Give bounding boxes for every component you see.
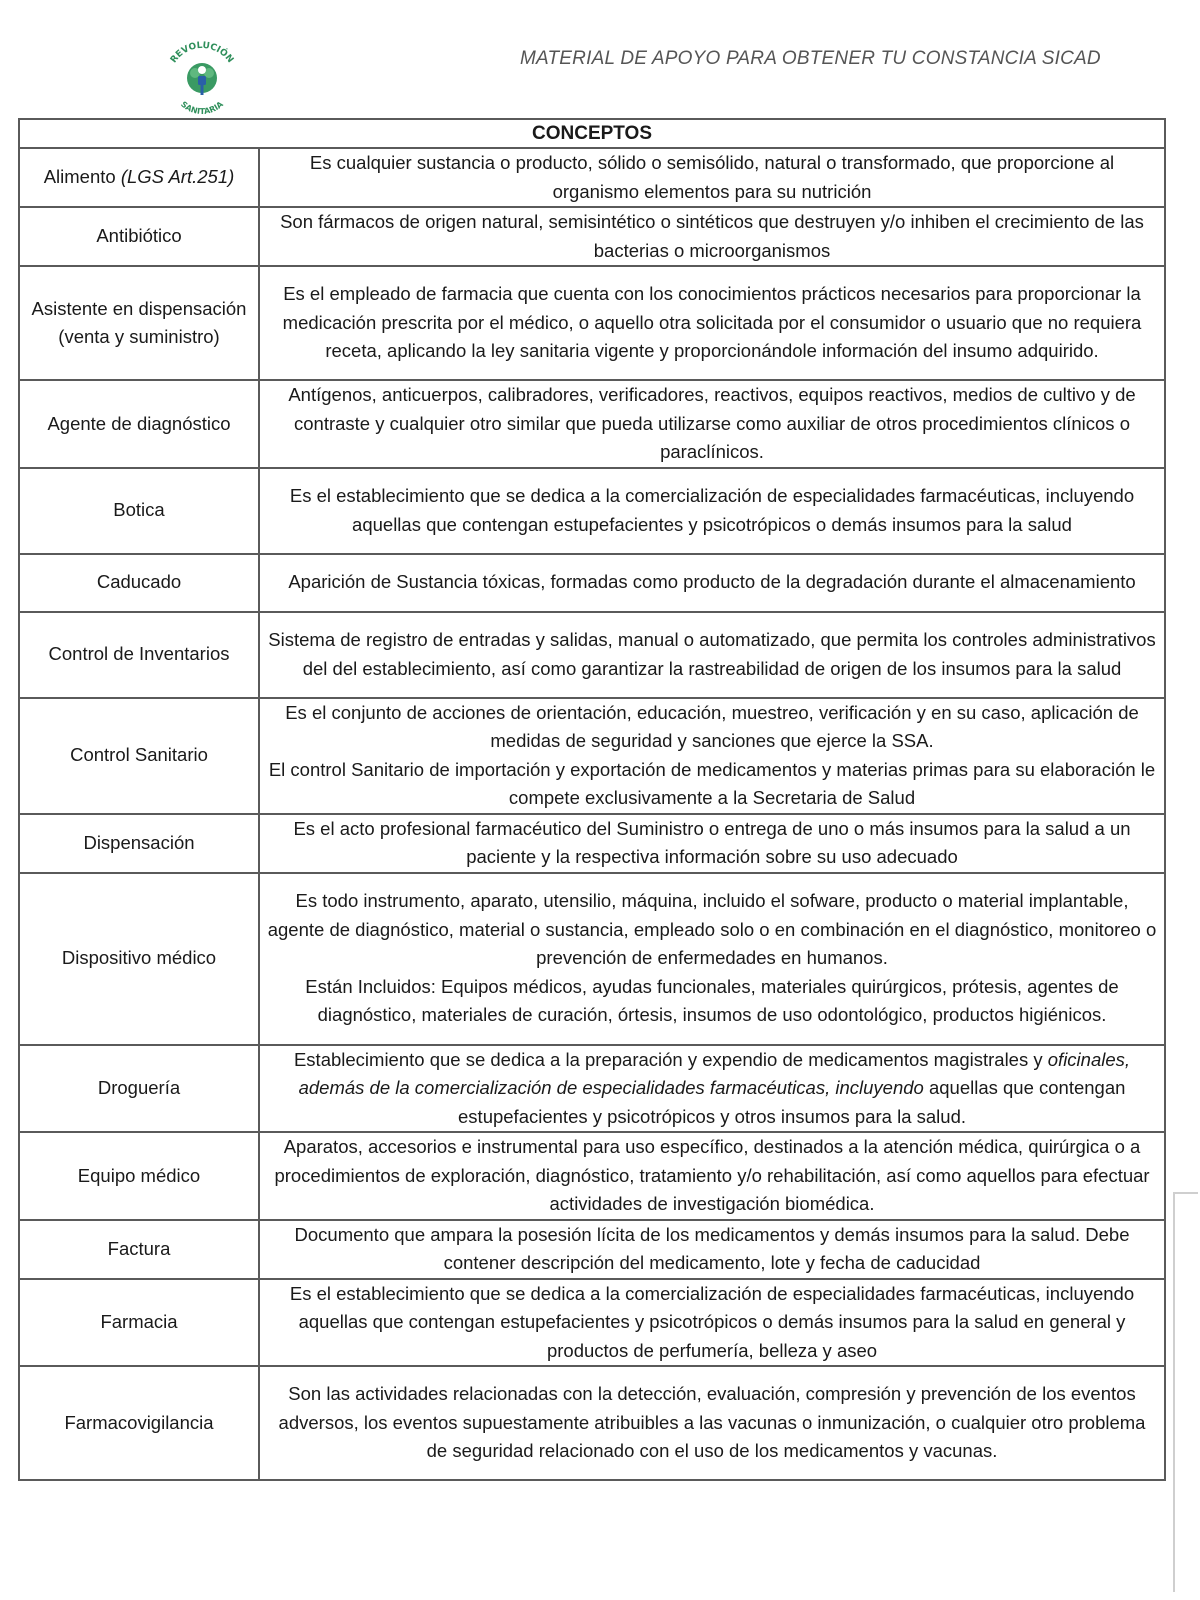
definition-text: Están Incluidos: Equipos médicos, ayudas funcionales, materiales quirúrgicos, prótesis, agentes de diagnóstico, materiales de curación, órtesis, insumos de uso odontológico, productos higiénicos.	[305, 975, 1119, 1026]
term-cell: Asistente en dispensación (venta y suministro)	[19, 266, 259, 380]
term-cell: Control Sanitario	[19, 698, 259, 814]
table-row	[19, 380, 1165, 468]
definition-text: Son las actividades relacionadas con la detección, evaluación, compresión y prevención de los eventos adversos, los eventos supuestamente atribuibles a las vacunas o inmunización, o cualquier otro problema de seguridad relacionado con el uso de los medicamentos y vacunas.	[278, 1383, 1146, 1462]
definition-cell	[259, 1220, 1165, 1279]
table-row	[19, 554, 1165, 612]
term-cell: Control de Inventarios	[19, 612, 259, 698]
definition-text-italic: oficinales, además de la comercialización de especialidades farmacéuticas, incluyendo	[298, 1048, 1131, 1098]
svg-text:REVOLUCIÓN: REVOLUCIÓN	[168, 40, 236, 66]
table-row	[19, 148, 1165, 207]
definition-cell	[259, 468, 1165, 554]
definition-text-end: aquellas que contengan estupefacientes y psicotrópicos y otros insumos para la salud.	[458, 1077, 1126, 1127]
definition-cell	[259, 1279, 1165, 1367]
definition-cell	[259, 266, 1165, 380]
definition-text: Es el conjunto de acciones de orientación, educación, muestreo, verificación y en su caso, aplicación de medidas de seguridad y sanciones que ejerce la SSA.	[285, 701, 1139, 751]
scan-edge-tick	[1173, 1192, 1198, 1194]
term-cell: Caducado	[19, 554, 259, 612]
table-row	[19, 873, 1165, 1045]
table-header-row	[19, 119, 1165, 148]
table-row	[19, 698, 1165, 814]
table-row	[19, 1045, 1165, 1133]
definition-cell	[259, 612, 1165, 698]
term-cell: Agente de diagnóstico	[19, 380, 259, 468]
definition-cell	[259, 1366, 1165, 1480]
definition-text: Antígenos, anticuerpos, calibradores, verificadores, reactivos, equipos reactivos, medios de cultivo y de contraste y cualquier otro similar que pueda utilizarse como auxiliar de otros procedimientos clínicos o paraclínicos.	[288, 384, 1136, 462]
term-cell: Equipo médico	[19, 1132, 259, 1220]
table-row	[19, 1366, 1165, 1480]
term-cell: Dispositivo médico	[19, 873, 259, 1045]
definition-text: Sistema de registro de entradas y salidas, manual o automatizado, que permita los controles administrativos del del establecimiento, así como garantizar la rastreabilidad de origen de los insumos para la salud	[268, 629, 1156, 679]
definition-text: Documento que ampara la posesión lícita de los medicamentos y demás insumos para la salud. Debe contener descripción del medicamento, lote y fecha de caducidad	[294, 1223, 1130, 1273]
revolucion-sanitaria-logo	[162, 40, 242, 120]
definition-cell	[259, 814, 1165, 873]
term-note: (LGS Art.251)	[120, 166, 235, 188]
definition-cell	[259, 207, 1165, 266]
definition-cell	[259, 873, 1165, 1045]
table-row	[19, 814, 1165, 873]
concepts-table	[18, 118, 1166, 1481]
definition-text: Es cualquier sustancia o producto, sólido o semisólido, natural o transformado, que proporcione al organismo elementos para su nutrición	[309, 152, 1115, 202]
definition-text: Es todo instrumento, aparato, utensilio, máquina, incluido el sofware, producto o material implantable, agente de diagnóstico, material o sustancia, empleado solo o en combinación en el diagnóstico, monitoreo o prevención de enfermedades en humanos.	[267, 890, 1157, 969]
svg-text:SANITARIA: SANITARIA	[179, 99, 225, 117]
definition-text: Aparatos, accesorios e instrumental para uso específico, destinados a la atención médica, quirúrgica o a procedimientos de exploración, diagnóstico, tratamiento y/o rehabilitación, así como aquellos para efectuar actividades de investigación biomédica.	[274, 1136, 1150, 1214]
definition-cell	[259, 380, 1165, 468]
term-cell: Factura	[19, 1220, 259, 1279]
document-header-title: MATERIAL DE APOYO PARA OBTENER TU CONSTANCIA SICAD	[520, 48, 1101, 69]
definition-text	[266, 1046, 1158, 1132]
term-cell: Droguería	[19, 1045, 259, 1133]
table-row	[19, 207, 1165, 266]
term-cell: Farmacovigilancia	[19, 1366, 259, 1480]
definition-cell	[259, 698, 1165, 814]
definition-text: Es el establecimiento que se dedica a la comercialización de especialidades farmacéuticas, incluyendo aquellas que contengan estupefacientes y psicotrópicos o demás insumos para la salud en general y productos de perfumería, belleza y aseo	[289, 1282, 1135, 1361]
definition-cell	[259, 1045, 1165, 1133]
term-cell	[19, 148, 259, 207]
definition-cell	[259, 554, 1165, 612]
term-cell: Botica	[19, 468, 259, 554]
scan-edge-line	[1173, 1192, 1175, 1592]
definition-cell	[259, 1132, 1165, 1220]
definition-text: Es el empleado de farmacia que cuenta con los conocimientos prácticos necesarios para proporcionar la medicación prescrita por el médico, o aquello otra solicitada por el consumidor o usuario que no requiera receta, aplicando la ley sanitaria vigente y proporcionándole información del insumo adquirido.	[282, 283, 1142, 362]
table-row	[19, 266, 1165, 380]
term-cell: Farmacia	[19, 1279, 259, 1367]
definition-cell	[259, 148, 1165, 207]
definition-text: El control Sanitario de importación y exportación de medicamentos y materias primas para su elaboración le compete exclusivamente a la Secretaria de Salud	[268, 758, 1156, 808]
definition-text: Es el acto profesional farmacéutico del Suministro o entrega de uno o más insumos para la salud a un paciente y la respectiva información sobre su uso adecuado	[293, 817, 1131, 867]
table-heading: CONCEPTOS	[19, 119, 1165, 148]
term-label: Alimento	[43, 166, 116, 188]
term-cell: Antibiótico	[19, 207, 259, 266]
definition-text: Es el establecimiento que se dedica a la comercialización de especialidades farmacéuticas, incluyendo aquellas que contengan estupefacientes y psicotrópicos o demás insumos para la salud	[289, 485, 1135, 535]
table-row	[19, 1220, 1165, 1279]
term-cell: Dispensación	[19, 814, 259, 873]
table-row	[19, 468, 1165, 554]
table-row	[19, 1279, 1165, 1367]
definition-text: Son fármacos de origen natural, semisintético o sintéticos que destruyen y/o inhiben el crecimiento de las bacterias o microorganismos	[280, 211, 1144, 261]
table-row	[19, 1132, 1165, 1220]
table-row	[19, 612, 1165, 698]
definition-text: Aparición de Sustancia tóxicas, formadas como producto de la degradación durante el almacenamiento	[288, 571, 1136, 593]
definition-text-start: Establecimiento que se dedica a la preparación y expendio de medicamentos magistrales y	[293, 1048, 1043, 1070]
